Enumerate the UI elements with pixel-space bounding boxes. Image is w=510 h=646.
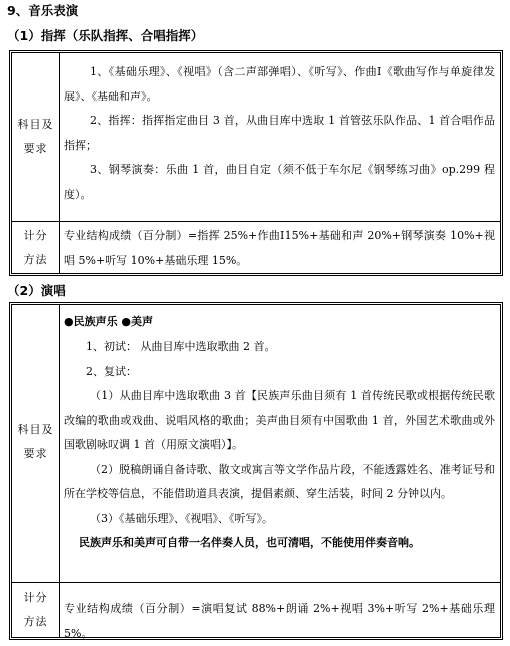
score-content: 专业结构成绩（百分制）=指挥 25%+作曲Ⅰ15%+基础和声 20%+钢琴演奏 10%+视唱 5%+听写 10%+基础乐理 15%。 (64, 229, 495, 267)
conducting-table (9, 50, 503, 276)
category-label: ●民族声乐 ●美声 (64, 315, 154, 328)
subjects-row (12, 305, 500, 582)
subjects-content (64, 312, 495, 556)
subjects-label: 科目及 要求 (17, 423, 54, 460)
singing-table (9, 302, 503, 640)
subject-item: （2）脱稿朗诵自备诗歌、散文或寓言等文学作品片段，不能透露姓名、准考证号和所在学校等信息，不能借助道具表演，提倡素颜、穿生活装，时间 2 分钟以内。 (64, 462, 495, 500)
subject-item: 2、复试： (86, 364, 137, 378)
accompaniment-note: 民族声乐和美声可自带一名伴奏人员，也可清唱，不能使用伴奏音响。 (79, 536, 420, 549)
score-label: 计分 方法 (23, 591, 48, 628)
subject-item: 2、指挥：指挥指定曲目 3 首，从曲目库中选取 1 首管弦乐队作品、1 首合唱作品指挥； (64, 114, 495, 152)
subjects-content (64, 60, 495, 207)
score-content: 专业结构成绩（百分制）=演唱复试 88%+朗诵 2%+视唱 3%+听写 2%+基础乐理 5%。 (64, 602, 495, 640)
score-row (12, 222, 500, 274)
subject-item: 1、初试： 从曲目库中选取歌曲 2 首。 (86, 340, 276, 353)
sub2-title: （2）演唱 (7, 283, 66, 298)
subjects-label: 科目及 要求 (17, 118, 54, 155)
subject-item: 1、《基础乐理》、《视唱》（含二声部弹唱）、《听写》、作曲Ⅰ《歌曲写作与单旋律发展》、《基础和声》。 (64, 65, 495, 103)
score-row (12, 583, 500, 640)
subject-item: 3、钢琴演奏：乐曲 1 首，曲目自定（须不低于车尔尼《钢琴练习曲》op.299 程度）。 (64, 163, 495, 201)
subject-item: （1）从曲目库中选取歌曲 3 首【民族声乐曲目须有 1 首传统民歌或根据传统民歌改编的歌曲或戏曲、说唱风格的歌曲；美声曲目须有中国歌曲 1 首，外国艺术歌曲或外国歌剧咏叹调 1 首（用原文演唱）】。 (64, 389, 495, 451)
score-label: 计分 方法 (23, 229, 48, 266)
sub1-title: （1）指挥（乐队指挥、合唱指挥） (7, 28, 204, 43)
subject-item: （3）《基础乐理》、《视唱》、《听写》。 (90, 511, 273, 525)
subjects-row (12, 53, 500, 221)
section-title: 9、音乐表演 (7, 3, 79, 18)
